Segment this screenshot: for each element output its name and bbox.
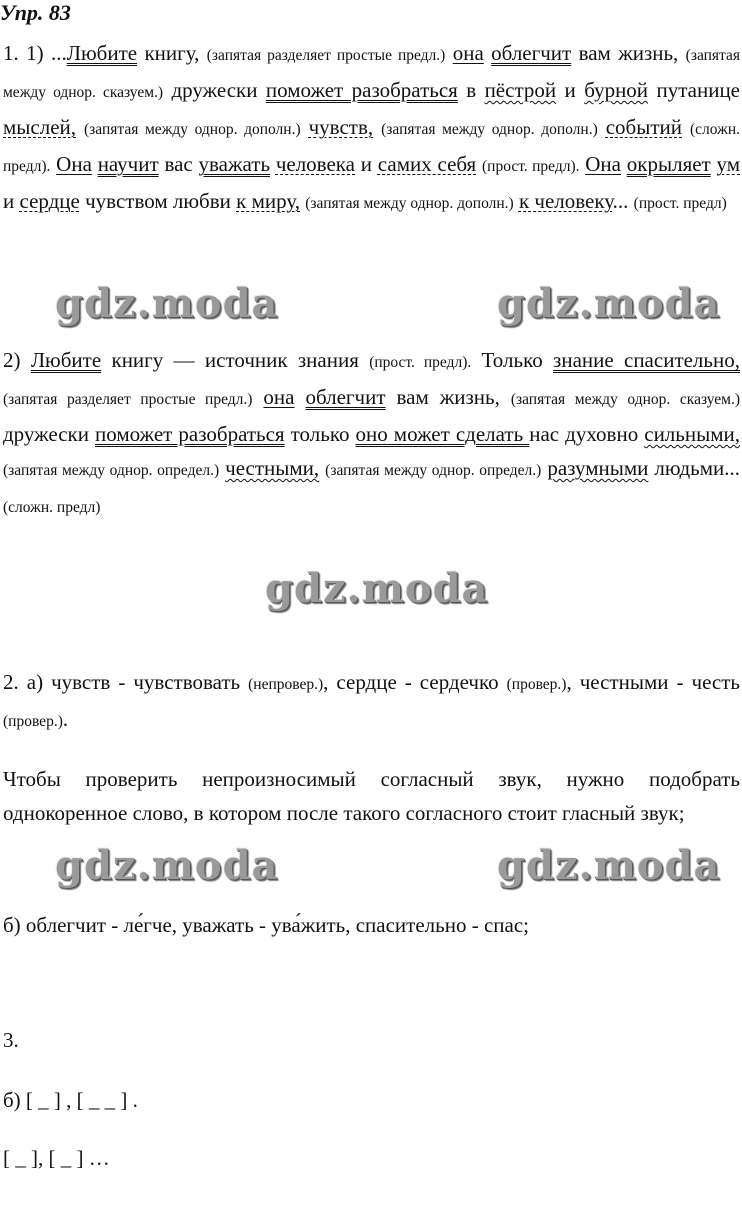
text: нас духовно [529,422,645,446]
attribute: бурной [584,78,649,102]
predicate: оно может сделать [355,422,530,446]
comment: (запятая между однор. определ.) [325,462,542,479]
object: к человеку [518,189,613,213]
predicate: знание спасительно, [553,348,740,372]
text: вам жизнь, [571,41,686,65]
comment: (запятая разделяет простые предл.) [3,391,253,408]
object: самих себя [377,152,477,176]
text: только [284,422,356,446]
exercise-title: Упр. 83 [0,0,71,25]
paragraph-1 [3,36,740,221]
text: книгу, [137,41,207,65]
predicate: уважать [198,152,271,176]
predicate: поможет разобраться [95,422,285,446]
comment: (запятая между однор. сказуем.) [510,391,741,408]
attribute: пёстрой [484,78,557,102]
comment: (непровер.) [248,676,324,693]
comment: (запятая между однор. сказуем.) [3,47,741,101]
subject: Она [56,152,92,176]
text: вас [158,152,199,176]
paragraph-7: б) [ _ ] , [ _ _ ] . [3,1088,138,1112]
text: в [457,78,485,102]
text: людьми... [648,456,741,480]
comment: (прост. предл). [369,354,472,371]
text: вам жизнь, [385,385,511,409]
watermark: gdz.moda [265,565,489,612]
text: и [3,189,20,213]
comment: (провер.) [506,676,567,693]
comment: (прост. предл). [482,158,580,175]
watermark: gdz.moda [55,842,279,889]
text: ... [612,189,634,213]
paragraph-3 [3,665,740,739]
comment: (запятая разделяет простые предл.) [206,47,446,64]
comment: (сложн. предл). [3,121,741,175]
text: 1. 1) ... [3,41,67,65]
paragraph-6: 3. [3,1028,19,1052]
text: чувством любви [79,189,237,213]
text: . [62,707,69,731]
predicate: Любите [66,41,138,65]
predicate: окрыляет [626,152,711,176]
text: путанице [648,78,740,102]
watermark: gdz.moda [497,280,721,327]
predicate: научит [97,152,159,176]
object: к миру, [236,189,301,213]
comment: (запятая между однор. дополн.) [381,121,598,138]
paragraph-8: [ _ ], [ _ ] … [3,1146,110,1170]
text: книгу — источник знания [101,348,370,372]
text: 2) [3,348,31,372]
comment: (прост. предл) [633,195,727,212]
text: и [556,78,585,102]
text: Только [471,348,554,372]
comment: (запятая между однор. определ.) [3,462,220,479]
object: ум [716,152,741,176]
attribute: сильными, [644,422,740,446]
object: человека [275,152,355,176]
text: , сердце - сердечко [323,670,507,694]
text: дружески [163,78,266,102]
attribute: разумными [547,456,649,480]
text: 2. а) чувств - чувствовать [3,670,249,694]
subject: Она [585,152,621,176]
paragraph-5: б) облегчит - ле́гче, уважать - ува́жить, спасительно - спас; [3,913,529,937]
paragraph-4: Чтобы проверить непроизносимый согласный звук, нужно подобрать однокоренное слово, в котором после такого согласного стоит гласный звук; [3,767,740,825]
comment: (запятая между однор. дополн.) [84,121,301,138]
predicate: Любите [30,348,102,372]
comment: (провер.) [3,713,63,730]
predicate: облегчит [491,41,572,65]
object: сердце [19,189,80,213]
predicate: поможет разобраться [265,78,458,102]
subject: она [263,385,295,409]
text: дружески [3,422,96,446]
object: мыслей, [3,115,77,139]
attribute: честными, [225,456,320,480]
text: , честными - честь [566,670,740,694]
predicate: облегчит [305,385,386,409]
comment: (запятая между однор. дополн.) [305,195,514,212]
object: событий [605,115,683,139]
subject: она [452,41,484,65]
object: чувств, [308,115,374,139]
watermark: gdz.moda [55,280,279,327]
paragraph-2 [3,343,740,525]
watermark: gdz.moda [497,842,721,889]
comment: (сложн. предл) [3,499,101,516]
text: и [355,152,378,176]
